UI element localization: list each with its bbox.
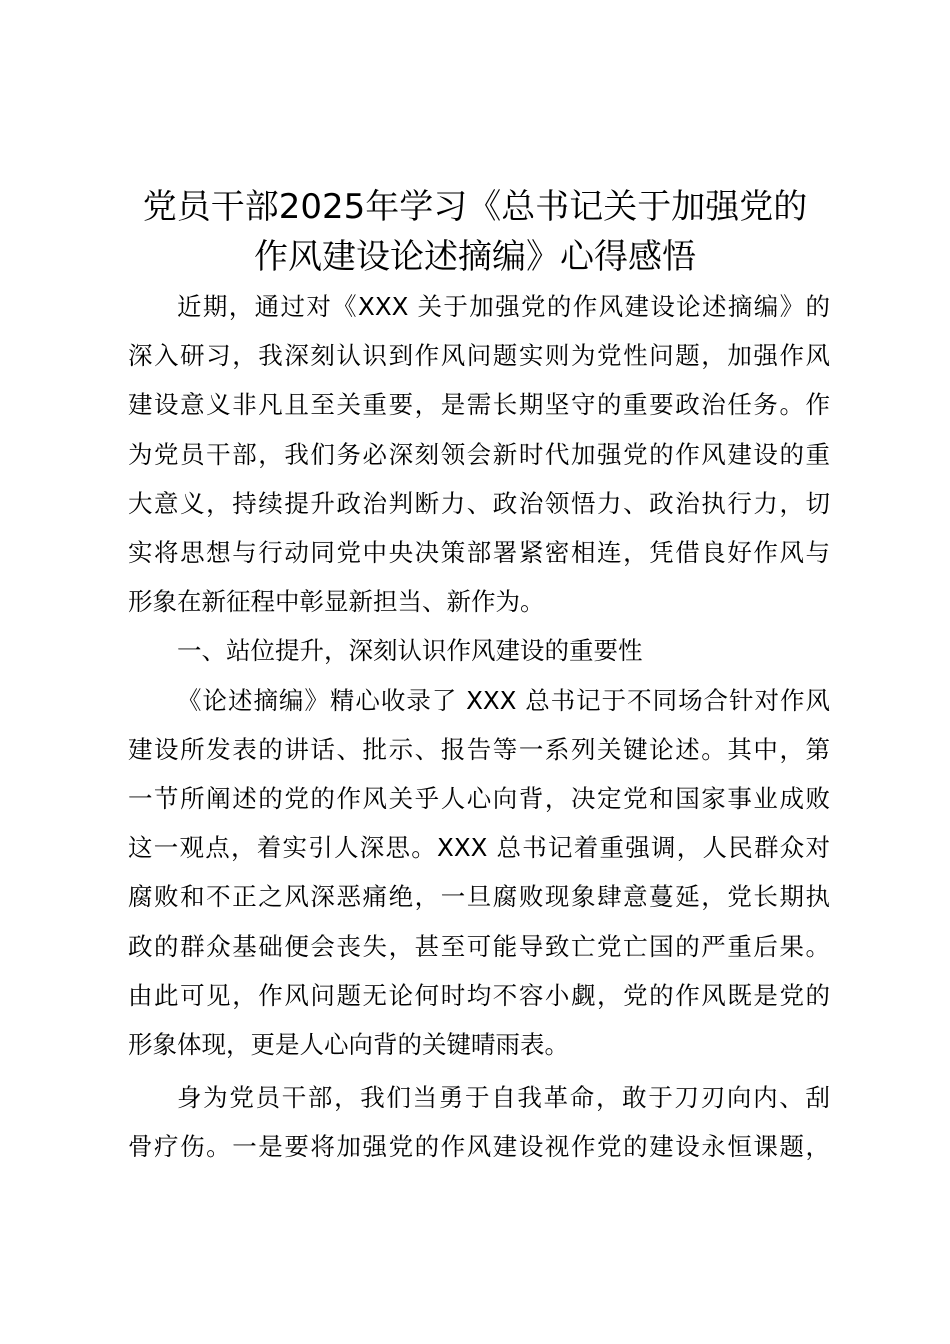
text-line: 《论述摘编》精心收录了 XXX 总书记于不同场合针对作风 — [177, 685, 830, 715]
paragraph-section-1-continued — [128, 1073, 830, 1171]
text-line: 这一观点，着实引人深思。XXX 总书记着重强调，人民群众对 — [128, 833, 830, 863]
text-line: 建设意义非凡且至关重要，是需长期坚守的重要政治任务。作 — [128, 390, 830, 420]
text-line: 形象体现，更是人心向背的关键晴雨表。 — [128, 1030, 569, 1060]
section-heading-1 — [128, 626, 830, 675]
document-title-line-1: 党员干部2025年学习《总书记关于加强党的 — [142, 187, 808, 227]
text-line: 一节所阐述的党的作风关乎人心向背，决定党和国家事业成败 — [128, 784, 830, 814]
text-line: 近期，通过对《XXX 关于加强党的作风建设论述摘编》的 — [177, 292, 830, 321]
text-line: 大意义，持续提升政治判断力、政治领悟力、政治执行力，切 — [128, 488, 830, 518]
paragraph-section-1 — [128, 676, 830, 1070]
text-line: 实将思想与行动同党中央决策部署紧密相连，凭借良好作风与 — [128, 538, 830, 568]
document-title-line-2: 作风建设论述摘编》心得感悟 — [254, 237, 696, 277]
text-line: 形象在新征程中彰显新担当、新作为。 — [128, 587, 545, 617]
text-line: 为党员干部，我们务必深刻领会新时代加强党的作风建设的重 — [128, 439, 830, 469]
section-heading-text: 一、站位提升，深刻认识作风建设的重要性 — [177, 636, 643, 666]
paragraph-intro — [128, 282, 830, 626]
text-line: 建设所发表的讲话、批示、报告等一系列关键论述。其中，第 — [128, 734, 830, 764]
text-line: 政的群众基础便会丧失，甚至可能导致亡党亡国的严重后果。 — [128, 931, 830, 961]
text-line: 身为党员干部，我们当勇于自我革命，敢于刀刃向内、刮 — [177, 1083, 830, 1113]
text-line: 骨疗伤。一是要将加强党的作风建设视作党的建设永恒课题， — [128, 1132, 830, 1162]
text-line: 由此可见，作风问题无论何时均不容小觑，党的作风既是党的 — [128, 980, 830, 1010]
document-body — [128, 282, 830, 1172]
text-line: 深入研习，我深刻认识到作风问题实则为党性问题，加强作风 — [128, 341, 830, 371]
text-line: 腐败和不正之风深恶痛绝，一旦腐败现象肆意蔓延，党长期执 — [128, 882, 830, 912]
